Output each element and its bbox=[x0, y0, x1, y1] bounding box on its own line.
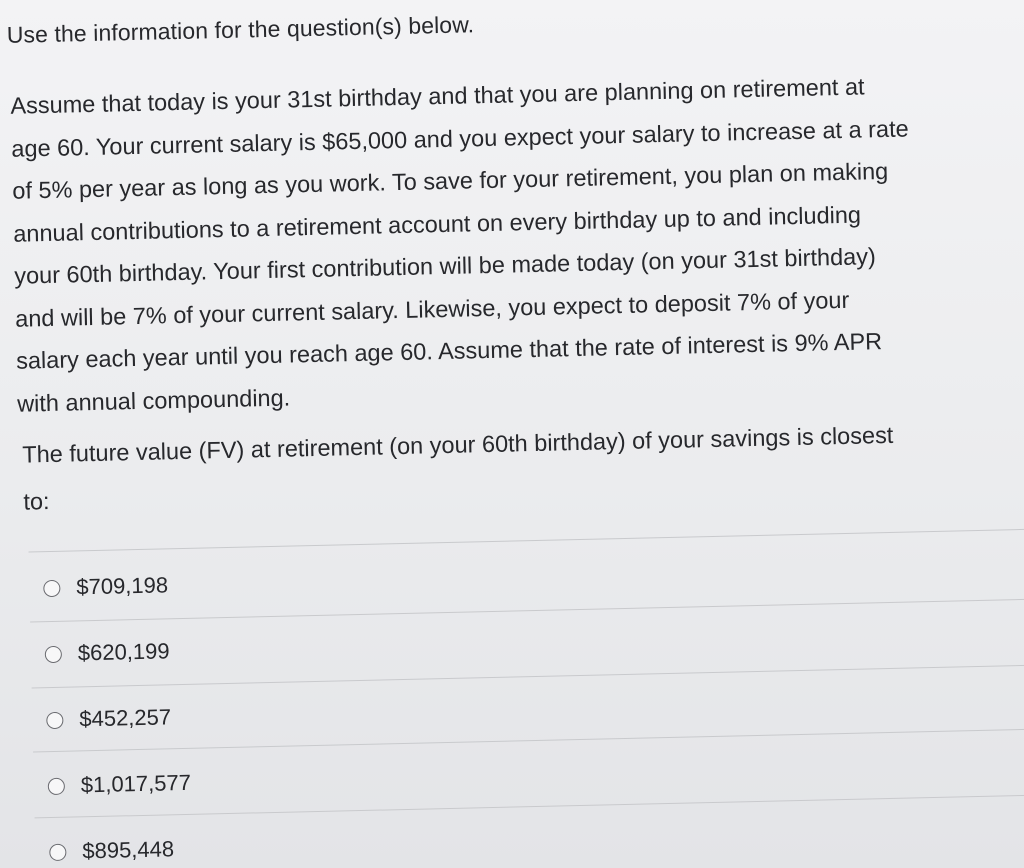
scenario-line: salary each year until you reach age 60. Assume that the rate of interest is 9% APR bbox=[15, 328, 883, 374]
scenario-text bbox=[10, 62, 1024, 425]
radio-button-icon[interactable] bbox=[46, 711, 63, 728]
answer-option-label: $709,198 bbox=[76, 572, 169, 600]
answer-option-2[interactable] bbox=[45, 638, 170, 667]
answer-option-label: $1,017,577 bbox=[80, 769, 192, 798]
scenario-line: of 5% per year as long as you work. To save for your retirement, you plan on making bbox=[12, 157, 889, 204]
scenario-line: age 60. Your current salary is $65,000 and you expect your salary to increase at a rate bbox=[11, 114, 909, 162]
divider bbox=[33, 729, 1024, 753]
divider bbox=[35, 795, 1024, 819]
scenario-line: with annual compounding. bbox=[16, 384, 291, 417]
radio-button-icon[interactable] bbox=[43, 579, 60, 596]
radio-button-icon[interactable] bbox=[48, 777, 65, 794]
radio-button-icon[interactable] bbox=[45, 645, 62, 662]
divider bbox=[29, 529, 1024, 553]
divider bbox=[30, 599, 1024, 623]
question-prompt bbox=[22, 409, 1024, 526]
instructions-text: Use the information for the question(s) below. bbox=[6, 11, 475, 48]
answer-option-label: $895,448 bbox=[82, 836, 175, 864]
answer-option-4[interactable] bbox=[48, 770, 192, 799]
answer-option-label: $452,257 bbox=[79, 704, 172, 732]
question-line: The future value (FV) at retirement (on your 60th birthday) of your savings is closest bbox=[22, 421, 894, 468]
answer-option-1[interactable] bbox=[43, 572, 168, 601]
answer-option-5[interactable] bbox=[49, 836, 174, 865]
scenario-line: Assume that today is your 31st birthday and that you are planning on retirement at bbox=[10, 73, 865, 119]
scenario-line: your 60th birthday. Your first contribution will be made today (on your 31st birthday) bbox=[13, 243, 877, 289]
answer-option-label: $620,199 bbox=[77, 638, 170, 666]
radio-button-icon[interactable] bbox=[49, 843, 66, 860]
scenario-line: and will be 7% of your current salary. Likewise, you expect to deposit 7% of your bbox=[14, 286, 850, 332]
answer-option-3[interactable] bbox=[46, 704, 171, 733]
scenario-line: annual contributions to a retirement account on every birthday up to and including bbox=[13, 201, 862, 247]
divider bbox=[32, 665, 1024, 689]
question-line: to: bbox=[23, 488, 50, 515]
